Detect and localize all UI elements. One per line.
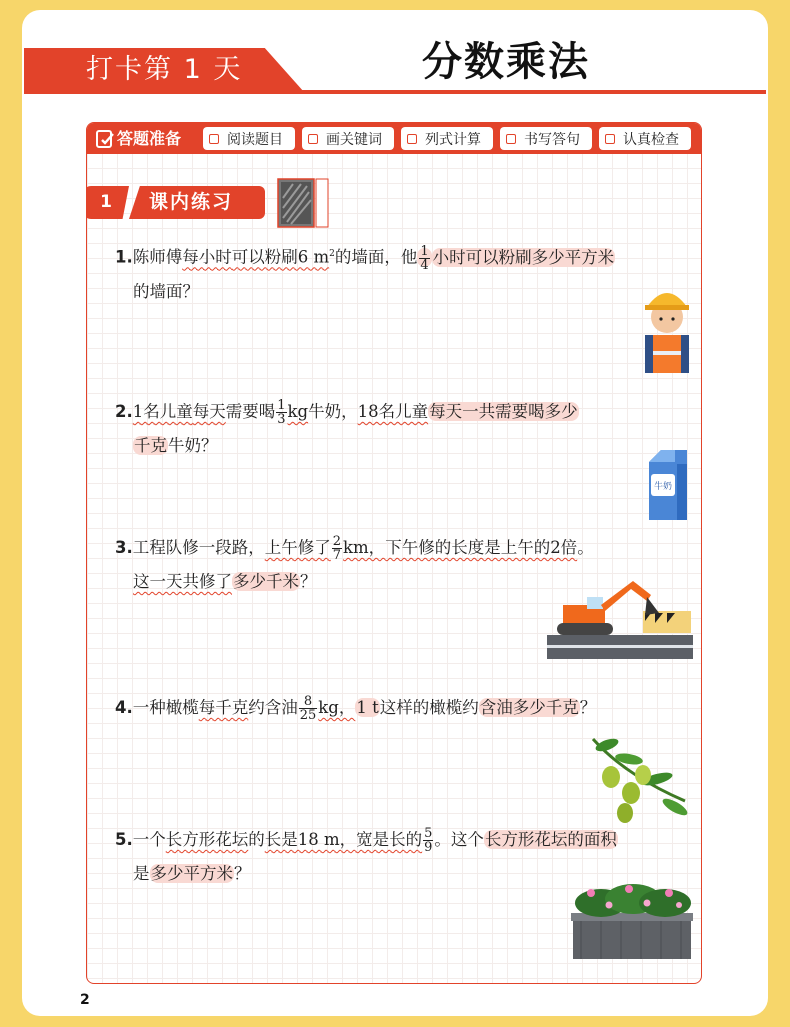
milk-label: 牛奶 bbox=[653, 482, 673, 492]
keyword-underline: 每小时 bbox=[182, 247, 232, 267]
checklist-icon bbox=[95, 129, 115, 149]
question-number: 2. bbox=[115, 402, 133, 421]
header-rule bbox=[24, 90, 766, 94]
checkbox-icon bbox=[407, 134, 417, 144]
fraction bbox=[276, 399, 286, 426]
numerator: 1 bbox=[420, 243, 429, 259]
q-text: 一种橄榄 bbox=[132, 698, 199, 717]
q-text: 。这个 bbox=[434, 830, 484, 849]
milk-carton-illustration bbox=[643, 448, 693, 522]
denominator: 9 bbox=[424, 840, 433, 855]
prep-step-label: 书写答句 bbox=[524, 131, 580, 148]
prep-step-read[interactable] bbox=[203, 127, 295, 150]
checkbox-icon bbox=[506, 134, 516, 144]
prep-step-write[interactable] bbox=[500, 127, 592, 150]
keyword-highlight: 1 t bbox=[356, 698, 379, 717]
exercise-panel bbox=[86, 122, 702, 984]
worker-illustration bbox=[639, 273, 695, 373]
keyword-underline: 长方形花坛 bbox=[165, 830, 249, 849]
numerator: 2 bbox=[332, 534, 342, 549]
question-5 bbox=[115, 823, 695, 891]
q-text: ？ bbox=[300, 572, 317, 591]
fraction bbox=[423, 827, 433, 854]
keyword-underline: 这一天共修了 bbox=[133, 572, 232, 591]
question-number: 5. bbox=[115, 830, 133, 849]
superscript: 2 bbox=[329, 249, 335, 259]
excavator-illustration bbox=[547, 575, 693, 659]
qr-code-icon[interactable] bbox=[277, 178, 329, 228]
checkbox-icon bbox=[308, 134, 318, 144]
question-number: 3. bbox=[115, 538, 133, 557]
checkbox-icon bbox=[605, 134, 615, 144]
section-number: 1 bbox=[100, 192, 112, 212]
denominator: 3 bbox=[277, 412, 286, 427]
fraction bbox=[299, 695, 318, 722]
denominator: 25 bbox=[299, 708, 317, 723]
prep-step-label: 认真检查 bbox=[623, 131, 679, 148]
q-text: 约含油 bbox=[248, 698, 298, 717]
question-number: 4. bbox=[115, 698, 133, 717]
answer-prep-title: 答题准备 bbox=[117, 129, 182, 148]
question-1 bbox=[115, 237, 695, 309]
question-number: 1. bbox=[115, 247, 133, 267]
keyword-highlight: 多少千米 bbox=[233, 572, 299, 591]
keyword-underline: 长是18 m，宽是长的 bbox=[264, 830, 423, 849]
keyword-underline: 上午修了 bbox=[264, 538, 331, 557]
keyword-highlight: 长方形花坛的面积 bbox=[484, 830, 617, 849]
q-text: 牛奶， bbox=[308, 402, 358, 421]
keyword-highlight: 每天一共需要喝多少 bbox=[429, 402, 578, 421]
q-text: 工程队修一段路， bbox=[132, 538, 265, 557]
q-text: 需要喝 bbox=[225, 402, 276, 421]
prep-step-mark[interactable] bbox=[302, 127, 394, 150]
keyword-underline: km， bbox=[343, 538, 386, 557]
question-4 bbox=[115, 691, 695, 725]
q-text: 的墙面，他 bbox=[334, 247, 418, 267]
q-text: ？ bbox=[234, 864, 251, 883]
keyword-underline: 可以粉刷6 m bbox=[231, 247, 330, 267]
q-text: 。 bbox=[577, 538, 594, 557]
keyword-underline: 每千克 bbox=[198, 698, 249, 717]
q-text: 陈师傅 bbox=[132, 247, 183, 267]
q-text: 的 bbox=[248, 830, 265, 849]
section-label: 课内练习 bbox=[149, 191, 234, 213]
numerator: 8 bbox=[303, 694, 313, 709]
q-text: 是 bbox=[133, 864, 150, 883]
q-text: ？ bbox=[579, 698, 597, 717]
olive-branch-illustration bbox=[585, 735, 693, 827]
keyword-underline: 每天 bbox=[192, 402, 226, 421]
checkbox-icon bbox=[209, 134, 219, 144]
denominator: 4 bbox=[420, 257, 429, 273]
prep-step-calc[interactable] bbox=[401, 127, 493, 150]
prep-step-label: 列式计算 bbox=[425, 131, 481, 148]
q-text: 一个 bbox=[132, 830, 166, 849]
prep-step-check[interactable] bbox=[599, 127, 691, 150]
page-number: 2 bbox=[80, 992, 90, 1008]
day-label: 打卡第 1 天 bbox=[86, 54, 243, 85]
keyword-highlight: 多少平方米 bbox=[150, 864, 233, 883]
denominator: 7 bbox=[332, 548, 342, 563]
q-text: 牛奶？ bbox=[168, 436, 218, 455]
page-title: 分数乘法 bbox=[422, 39, 590, 85]
answer-prep-bar bbox=[87, 123, 701, 154]
q-text: 的墙面？ bbox=[133, 281, 199, 301]
fraction bbox=[419, 245, 429, 272]
prep-step-label: 画关键词 bbox=[326, 131, 382, 148]
prep-step-label: 阅读题目 bbox=[227, 131, 283, 148]
keyword-underline: kg， bbox=[318, 698, 356, 717]
keyword-underline: 1名儿童 bbox=[132, 402, 193, 421]
keyword-underline: 下午修的长度是上午的2倍 bbox=[385, 538, 578, 557]
keyword-underline: 18名儿童 bbox=[357, 402, 429, 421]
keyword-highlight: 千克 bbox=[134, 436, 167, 455]
keyword-highlight: 含油多少千克 bbox=[479, 698, 579, 717]
keyword-underline: kg bbox=[287, 402, 309, 421]
question-2 bbox=[115, 395, 695, 463]
numerator: 5 bbox=[424, 826, 433, 841]
flower-bed-illustration bbox=[571, 883, 693, 961]
q-text: 这样的橄榄约 bbox=[379, 698, 479, 717]
numerator: 1 bbox=[277, 398, 286, 413]
keyword-highlight: 小时可以粉刷多少平方米 bbox=[432, 247, 615, 267]
fraction bbox=[332, 535, 342, 562]
